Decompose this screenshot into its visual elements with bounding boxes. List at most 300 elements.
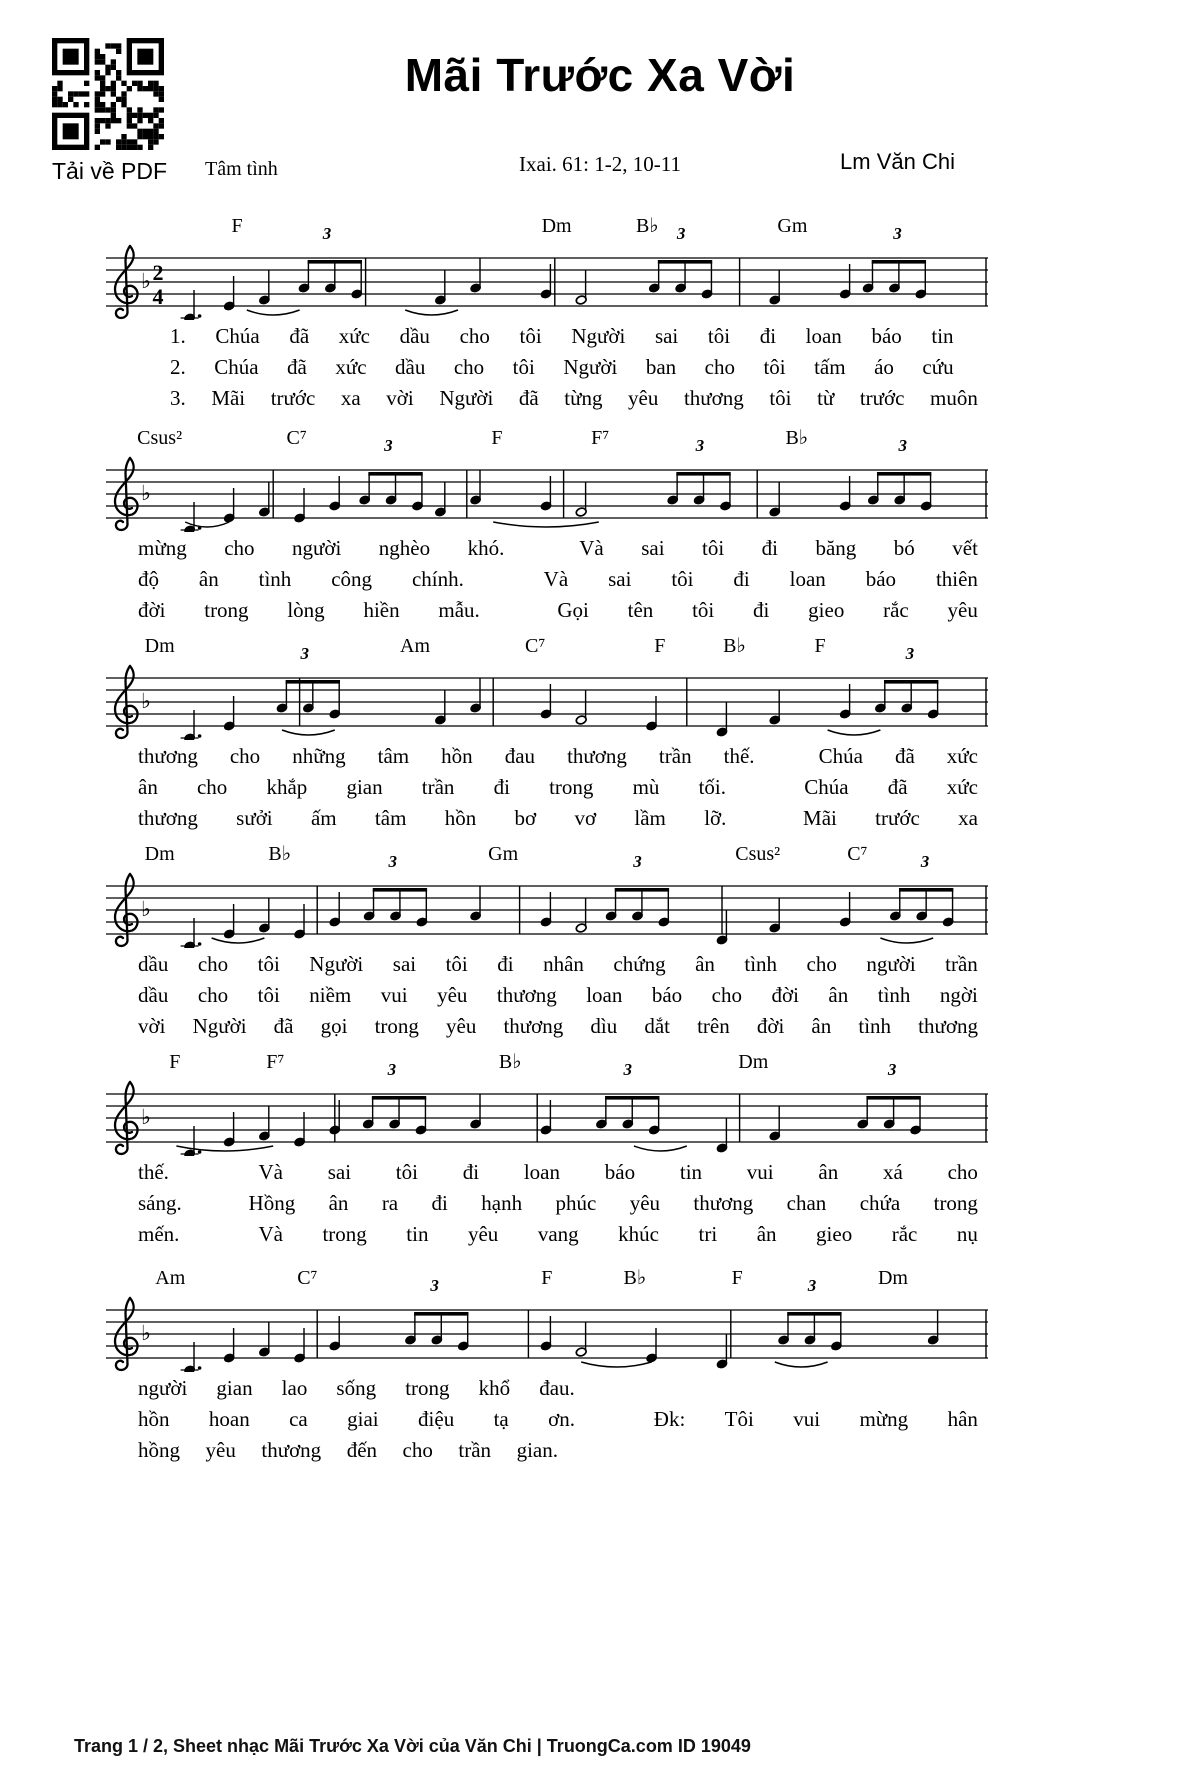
chord-label: F <box>814 635 826 657</box>
triplet-mark: 3 <box>887 1060 897 1079</box>
lyric-word: đời <box>756 1014 785 1038</box>
lyric-word: Người <box>309 952 364 976</box>
lyric-word: tấm <box>814 355 846 379</box>
lyric-word: dắt <box>644 1014 670 1038</box>
music-system <box>100 1260 990 1469</box>
lyric-word: đời <box>138 598 166 622</box>
lyric-word: cho <box>459 324 490 348</box>
chord-label: Csus² <box>137 427 183 449</box>
lyric-word: trần <box>945 952 978 976</box>
lyric-word: yêu <box>446 1014 477 1038</box>
lyric-word: tôi <box>769 386 792 410</box>
lyric-word: xức <box>946 775 978 799</box>
lyric-word: đời <box>771 983 799 1007</box>
lyric-word: thương <box>138 744 198 768</box>
chord-label: F⁷ <box>591 427 610 449</box>
lyric-word: ân <box>198 567 219 591</box>
triplet-mark: 3 <box>387 1060 397 1079</box>
lyric-word: đã <box>287 355 307 379</box>
lyric-word: Người <box>563 355 618 379</box>
lyric-word: gọi <box>320 1014 348 1038</box>
chord-label: C⁷ <box>847 843 868 865</box>
lyric-word: yêu <box>629 1191 661 1215</box>
chord-label: F <box>731 1267 743 1289</box>
lyric-word: niềm <box>309 983 352 1007</box>
music-system <box>100 628 990 837</box>
lyric-word: Chúa <box>818 744 863 768</box>
lyric-word: trước <box>859 386 905 410</box>
lyric-word: trước <box>270 386 316 410</box>
lyric-word: dầu <box>138 983 169 1007</box>
lyric-word: vang <box>537 1222 579 1246</box>
lyric-word: từng <box>564 386 603 410</box>
lyric-word: sai <box>392 952 417 976</box>
lyric-word: thương <box>693 1191 754 1215</box>
lyric-word: xa <box>958 806 978 830</box>
pdf-download-label[interactable]: Tải về PDF <box>52 158 168 184</box>
lyric-word: dầu <box>138 952 169 976</box>
chord-row <box>100 628 990 663</box>
lyric-word: xức <box>338 324 370 348</box>
lyric-line <box>138 536 978 567</box>
staff <box>100 868 990 948</box>
lyric-word: Chúa <box>804 775 849 799</box>
lyric-word: dầu <box>395 355 426 379</box>
lyric-line <box>138 1222 978 1253</box>
lyric-word: tôi <box>445 952 468 976</box>
lyric-word: tôi <box>702 536 725 560</box>
triplet-mark: 3 <box>633 852 642 871</box>
chord-label: B♭ <box>623 1267 647 1289</box>
lyric-word: ân <box>828 983 849 1007</box>
lyric-word: tôi <box>707 324 731 348</box>
lyric-word: đến <box>346 1438 378 1462</box>
lyric-word: Và <box>258 1160 283 1184</box>
lyric-word: yêu <box>467 1222 499 1246</box>
lyric-word: trước <box>875 806 920 830</box>
lyric-word: bó <box>893 536 915 560</box>
page-title: Mãi Trước Xa Vời <box>404 49 796 101</box>
lyric-word: cho <box>453 355 485 379</box>
lyric-word: cho <box>224 536 255 560</box>
lyric-word: gian <box>216 1376 253 1400</box>
lyric-word: đi <box>497 952 514 976</box>
chord-label: F⁷ <box>266 1051 285 1073</box>
lyric-word: vời <box>386 386 414 410</box>
key-signature-flat: ♭ <box>141 1321 151 1345</box>
lyric-word: Hồng <box>248 1191 296 1215</box>
music-system <box>100 836 990 1045</box>
lyric-word: khó. <box>467 536 505 560</box>
lyric-word: cho <box>806 952 837 976</box>
lyric-word: hồn <box>441 744 473 768</box>
lyric-line <box>138 806 978 837</box>
staff <box>100 452 990 532</box>
lyric-word: thương <box>261 1438 322 1462</box>
chord-label: B♭ <box>635 215 659 237</box>
staff <box>100 660 990 740</box>
chord-row <box>100 836 990 871</box>
lyric-word: sống <box>336 1376 377 1400</box>
lyric-word: tôi <box>671 567 694 591</box>
triplet-mark: 3 <box>920 852 930 871</box>
lyric-word: báo <box>871 324 902 348</box>
chord-row <box>100 1260 990 1295</box>
chord-row <box>100 420 990 455</box>
key-signature-flat: ♭ <box>141 269 151 293</box>
lyric-word: 1. <box>170 324 186 348</box>
lyric-word: tôi <box>512 355 535 379</box>
lyric-line <box>138 1376 575 1407</box>
triplet-mark: 3 <box>905 644 915 663</box>
chord-label: C⁷ <box>297 1267 318 1289</box>
lyric-word: vui <box>793 1407 821 1431</box>
lyrics-block <box>100 952 990 1045</box>
lyric-word: vời <box>138 1014 166 1038</box>
chord-label: Dm <box>738 1051 769 1073</box>
lyric-word: trong <box>549 775 594 799</box>
key-signature-flat: ♭ <box>141 481 151 505</box>
lyric-line <box>138 1191 978 1222</box>
triplet-mark: 3 <box>300 644 309 663</box>
chord-label: Csus² <box>735 843 781 865</box>
lyric-word: trần <box>658 744 692 768</box>
lyric-word: loan <box>805 324 842 348</box>
lyric-word: ân <box>818 1160 839 1184</box>
triplet-mark: 3 <box>388 852 398 871</box>
lyric-word: Mãi <box>211 386 246 410</box>
lyric-word: nghèo <box>378 536 431 560</box>
lyric-word: vơ <box>574 806 597 830</box>
lyric-word: sáng. <box>138 1191 182 1215</box>
staff <box>100 240 990 320</box>
lyric-word: sai <box>327 1160 352 1184</box>
lyric-word: dìu <box>590 1014 618 1038</box>
lyric-word: sưởi <box>236 806 273 830</box>
triplet-mark: 3 <box>623 1060 633 1079</box>
lyric-word: tình <box>858 1014 892 1038</box>
lyric-word: gian <box>346 775 383 799</box>
tempo-label: Tâm tình <box>205 158 278 180</box>
key-signature-flat: ♭ <box>141 689 151 713</box>
footer-text: Trang 1 / 2, Sheet nhạc Mãi Trước Xa Vời của Văn Chi | TruongCa.com ID 19049 <box>74 1736 751 1756</box>
lyric-word: đi <box>493 775 510 799</box>
lyrics-block <box>100 744 990 837</box>
lyric-line <box>170 386 978 417</box>
time-signature-bottom: 4 <box>152 284 164 309</box>
lyric-word: đi <box>759 324 777 348</box>
lyric-word: lầm <box>634 806 666 830</box>
chord-label: Dm <box>144 843 175 865</box>
lyric-word: ơn. <box>548 1407 575 1431</box>
lyric-word: Đk: <box>653 1407 686 1431</box>
lyric-word: trần <box>458 1438 492 1462</box>
music-system <box>100 1044 990 1253</box>
lyric-line <box>138 1407 978 1438</box>
chord-label: F <box>654 635 666 657</box>
lyric-word: báo <box>604 1160 636 1184</box>
lyric-word: lỡ. <box>704 806 727 830</box>
lyric-line <box>170 355 954 386</box>
triplet-mark: 3 <box>384 436 393 455</box>
lyric-word: báo <box>865 567 897 591</box>
lyric-word: hồn <box>444 806 477 830</box>
lyric-line <box>138 1438 558 1469</box>
lyric-word: đã <box>289 324 310 348</box>
lyric-word: hồn <box>138 1407 170 1431</box>
chord-label: F <box>169 1051 181 1073</box>
lyric-word: gieo <box>808 598 845 622</box>
lyric-word: ân <box>138 775 158 799</box>
lyric-word: đi <box>753 598 770 622</box>
lyric-word: nụ <box>956 1222 978 1246</box>
lyric-word: thế. <box>138 1160 169 1184</box>
lyric-line <box>170 324 954 355</box>
lyric-word: hồng <box>138 1438 180 1462</box>
chord-label: Dm <box>144 635 175 657</box>
lyric-word: cứu <box>922 355 954 379</box>
lyric-word: chứng <box>613 952 666 976</box>
lyric-word: đã <box>273 1014 294 1038</box>
chord-label: Gm <box>488 843 519 865</box>
lyric-word: độ <box>138 567 159 591</box>
lyric-word: cho <box>947 1160 978 1184</box>
lyric-word: 2. <box>170 355 186 379</box>
lyric-word: yêu <box>947 598 978 622</box>
triplet-mark: 3 <box>898 436 908 455</box>
lyric-word: xức <box>335 355 367 379</box>
lyric-word: mẫu. <box>438 598 480 622</box>
lyrics-block <box>100 324 990 417</box>
lyric-line <box>138 775 978 806</box>
lyric-word: Tôi <box>724 1407 754 1431</box>
chord-label: Dm <box>541 215 572 237</box>
triplet-mark: 3 <box>807 1276 817 1295</box>
chord-label: B♭ <box>723 635 746 657</box>
chord-row <box>100 1044 990 1079</box>
lyric-word: chứa <box>859 1191 901 1215</box>
lyric-word: tôi <box>257 952 280 976</box>
lyric-word: yêu <box>437 983 468 1007</box>
lyric-word: 3. <box>170 386 186 410</box>
lyric-word: gieo <box>816 1222 853 1246</box>
lyric-word: cho <box>229 744 261 768</box>
lyric-word: tôi <box>257 983 280 1007</box>
lyric-word: mù <box>632 775 660 799</box>
lyric-line <box>138 1014 978 1045</box>
lyric-word: thương <box>138 806 198 830</box>
lyric-word: ra <box>381 1191 399 1215</box>
lyric-word: Người <box>192 1014 247 1038</box>
lyric-word: rắc <box>891 1222 918 1246</box>
lyric-word: tin <box>406 1222 429 1246</box>
lyric-word: cho <box>711 983 742 1007</box>
lyric-word: tri <box>698 1222 718 1246</box>
lyric-word: ca <box>289 1407 308 1431</box>
lyric-word: trần <box>421 775 455 799</box>
chord-label: F <box>231 215 243 237</box>
triplet-mark: 3 <box>676 224 686 243</box>
lyrics-block <box>100 1376 990 1469</box>
chord-label: B♭ <box>268 843 292 865</box>
lyric-word: ân <box>328 1191 349 1215</box>
lyric-word: Và <box>543 567 569 591</box>
lyric-word: xức <box>946 744 978 768</box>
lyric-word: trong <box>933 1191 978 1215</box>
lyric-line <box>138 598 978 629</box>
lyric-word: trên <box>697 1014 730 1038</box>
lyric-word: khổ <box>478 1376 511 1400</box>
lyric-word: đi <box>761 536 779 560</box>
chord-label: Am <box>400 635 431 657</box>
time-signature-top: 2 <box>152 260 164 285</box>
chord-row <box>100 208 990 243</box>
lyric-word: gian. <box>516 1438 558 1462</box>
lyric-word: muôn <box>930 386 978 410</box>
lyric-word: giai <box>347 1407 379 1431</box>
chord-label: F <box>541 1267 553 1289</box>
lyric-word: vui <box>380 983 408 1007</box>
lyric-word: yêu <box>205 1438 236 1462</box>
lyric-word: loan <box>586 983 623 1007</box>
lyric-word: sai <box>654 324 679 348</box>
lyric-word: loan <box>523 1160 560 1184</box>
chord-label: C⁷ <box>286 427 307 449</box>
lyric-word: công <box>331 567 373 591</box>
lyric-word: yêu <box>628 386 659 410</box>
lyric-word: dầu <box>399 324 430 348</box>
lyric-word: hân <box>947 1407 978 1431</box>
lyric-word: khắp <box>266 775 308 799</box>
lyric-word: cho <box>402 1438 433 1462</box>
lyric-word: chính. <box>411 567 464 591</box>
triplet-mark: 3 <box>322 224 332 243</box>
staff <box>100 1076 990 1156</box>
lyric-word: đã <box>518 386 539 410</box>
lyric-word: mến. <box>138 1222 180 1246</box>
lyric-word: xá <box>883 1160 903 1184</box>
lyric-word: tình <box>877 983 911 1007</box>
lyric-word: vết <box>952 536 978 560</box>
lyric-word: ban <box>645 355 677 379</box>
lyric-word: người <box>138 1376 188 1400</box>
key-signature-flat: ♭ <box>141 1105 151 1129</box>
lyric-line <box>138 952 978 983</box>
lyric-word: hiền <box>363 598 400 622</box>
lyric-word: tâm <box>374 806 407 830</box>
triplet-mark: 3 <box>430 1276 439 1295</box>
lyric-word: trong <box>405 1376 450 1400</box>
chord-label: Am <box>155 1267 186 1289</box>
lyric-line <box>138 983 978 1014</box>
lyric-word: đi <box>733 567 750 591</box>
lyric-word: đi <box>431 1191 448 1215</box>
chord-label: B♭ <box>785 427 809 449</box>
lyric-word: trong <box>322 1222 367 1246</box>
lyric-word: sai <box>608 567 632 591</box>
lyric-word: mừng <box>859 1407 909 1431</box>
lyric-word: Người <box>439 386 494 410</box>
lyric-word: Gọi <box>557 598 589 622</box>
staff <box>100 1292 990 1372</box>
chord-label: Gm <box>777 215 808 237</box>
music-system <box>100 208 990 417</box>
lyric-word: ân <box>756 1222 777 1246</box>
lyric-word: đã <box>887 775 908 799</box>
lyric-word: thương <box>683 386 744 410</box>
lyric-word: ân <box>811 1014 832 1038</box>
triplet-mark: 3 <box>695 436 705 455</box>
lyric-word: bơ <box>514 806 537 830</box>
lyric-word: tâm <box>377 744 410 768</box>
lyric-word: tôi <box>763 355 786 379</box>
lyric-word: thương <box>496 983 557 1007</box>
lyric-line <box>138 567 978 598</box>
triplet-mark: 3 <box>893 224 902 243</box>
lyric-word: ân <box>695 952 715 976</box>
lyric-word: tin <box>931 324 954 348</box>
lyric-word: băng <box>815 536 857 560</box>
lyrics-block <box>100 1160 990 1253</box>
lyric-word: cho <box>196 775 228 799</box>
lyric-word: nhân <box>543 952 584 976</box>
lyrics-block <box>100 536 990 629</box>
lyric-word: vui <box>746 1160 774 1184</box>
lyric-word: lòng <box>287 598 325 622</box>
lyric-word: tạ <box>493 1407 509 1431</box>
lyric-word: áo <box>874 355 894 379</box>
lyric-word: tôi <box>395 1160 418 1184</box>
lyric-word: báo <box>651 983 683 1007</box>
lyric-word: Chúa <box>214 355 259 379</box>
lyric-word: khúc <box>618 1222 659 1246</box>
lyric-word: tình <box>744 952 778 976</box>
lyric-word: Mãi <box>803 806 837 830</box>
lyric-word: đi <box>462 1160 480 1184</box>
chord-label: F <box>491 427 503 449</box>
lyric-word: tình <box>258 567 292 591</box>
lyric-word: người <box>866 952 916 976</box>
lyric-word: cho <box>704 355 735 379</box>
lyric-word: chan <box>786 1191 827 1215</box>
lyric-word: người <box>291 536 342 560</box>
lyric-word: thương <box>567 744 627 768</box>
lyric-word: đã <box>894 744 915 768</box>
lyric-word: ấm <box>310 806 337 830</box>
lyric-word: tôi <box>519 324 542 348</box>
lyric-word: phúc <box>555 1191 597 1215</box>
chord-label: B♭ <box>498 1051 522 1073</box>
lyric-word: trong <box>374 1014 419 1038</box>
lyric-word: hoan <box>208 1407 250 1431</box>
lyric-word: đau <box>504 744 536 768</box>
lyric-word: xa <box>340 386 361 410</box>
music-system <box>100 420 990 629</box>
lyric-word: những <box>292 744 346 768</box>
lyric-word: Và <box>579 536 604 560</box>
scripture-reference: Ixai. 61: 1-2, 10-11 <box>519 152 681 176</box>
lyric-word: điệu <box>418 1407 455 1431</box>
lyric-word: tôi <box>692 598 715 622</box>
lyric-word: rắc <box>883 598 909 622</box>
lyric-word: thiên <box>935 567 978 591</box>
lyric-word: thương <box>918 1014 978 1038</box>
lyric-word: từ <box>817 386 835 410</box>
lyric-word: tên <box>627 598 654 622</box>
lyric-word: Và <box>258 1222 283 1246</box>
lyric-word: cho <box>197 952 229 976</box>
chord-label: C⁷ <box>525 635 546 657</box>
